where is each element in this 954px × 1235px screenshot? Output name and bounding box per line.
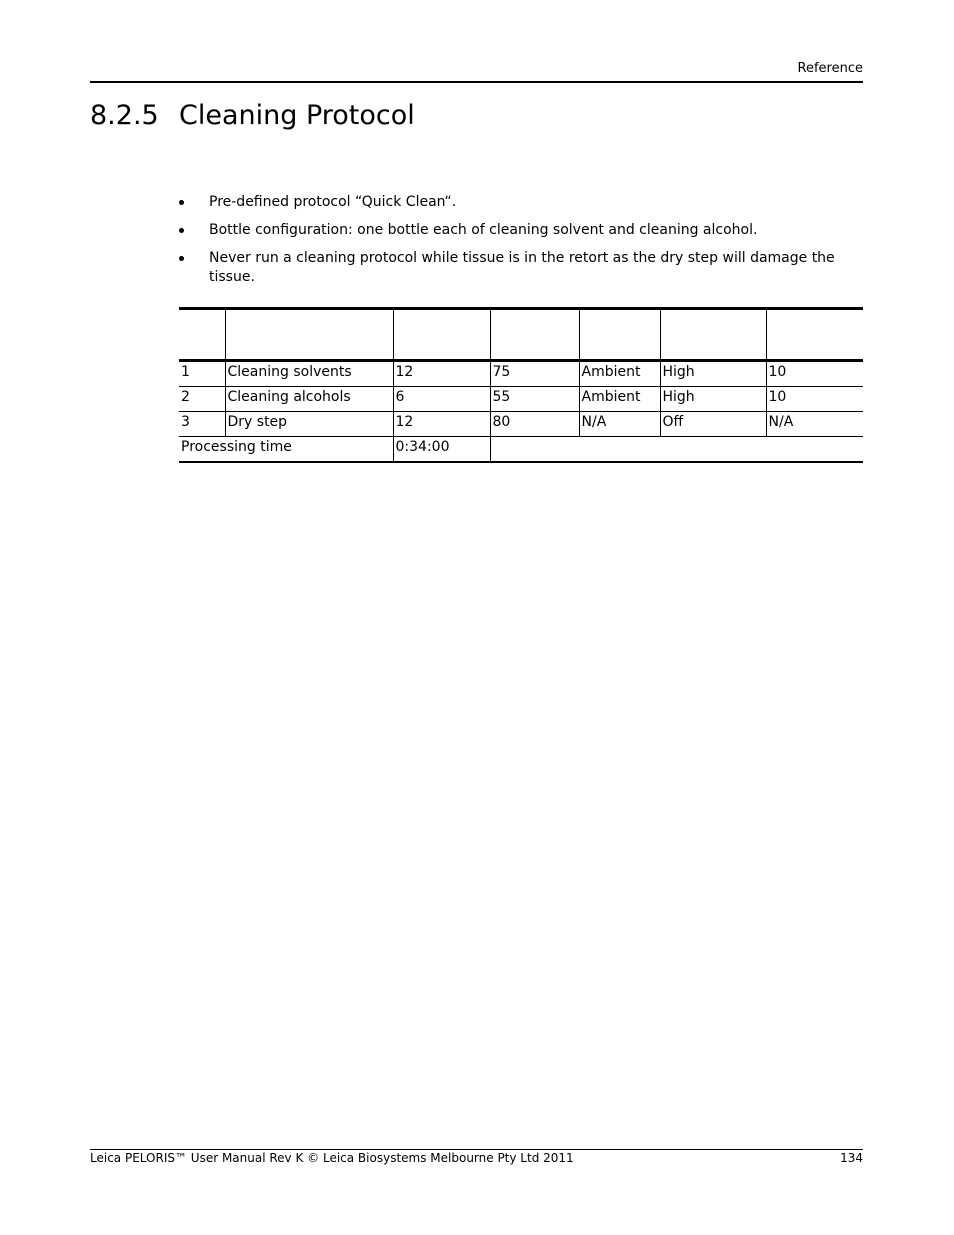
- table-cell: 3: [179, 412, 225, 437]
- column-header: [579, 309, 660, 361]
- table-header-row: [179, 309, 863, 361]
- page-number: 134: [840, 1151, 863, 1165]
- processing-time-row: [179, 437, 863, 463]
- table-cell: 12: [393, 412, 490, 437]
- section-number: 8.2.5: [90, 100, 159, 131]
- table-cell: 75: [490, 361, 579, 387]
- column-header: [660, 309, 766, 361]
- table-cell: Ambient: [579, 361, 660, 387]
- table-cell: 55: [490, 387, 579, 412]
- bullet-item: [179, 221, 839, 240]
- table-cell: High: [660, 387, 766, 412]
- bullet-list: [179, 193, 839, 296]
- table-cell-empty: [490, 437, 863, 463]
- table-cell: Dry step: [225, 412, 393, 437]
- table-cell: 10: [766, 361, 863, 387]
- table-cell: 1: [179, 361, 225, 387]
- column-header: [766, 309, 863, 361]
- bullet-text: Never run a cleaning protocol while tissue is in the retort as the dry step will damage the tissue.: [209, 250, 835, 285]
- table-cell: 80: [490, 412, 579, 437]
- table-cell: High: [660, 361, 766, 387]
- bullet-text: Pre-defined protocol “Quick Clean“.: [209, 194, 457, 210]
- cleaning-protocol-table: [179, 307, 863, 463]
- table-cell: N/A: [766, 412, 863, 437]
- section-title-text: Cleaning Protocol: [179, 100, 415, 131]
- table-cell: N/A: [579, 412, 660, 437]
- bullet-item: [179, 249, 839, 287]
- processing-time-label: Processing time: [179, 437, 393, 463]
- processing-time-value: 0:34:00: [393, 437, 490, 463]
- table-cell: Cleaning alcohols: [225, 387, 393, 412]
- bullet-dot-icon: [179, 200, 184, 205]
- table-cell: Cleaning solvents: [225, 361, 393, 387]
- header-rule: [90, 81, 863, 83]
- column-header: [225, 309, 393, 361]
- table-cell: 12: [393, 361, 490, 387]
- table-row: [179, 387, 863, 412]
- table-cell: Ambient: [579, 387, 660, 412]
- table-row: [179, 412, 863, 437]
- footer-rule: [90, 1149, 863, 1150]
- running-header: Reference: [797, 61, 863, 76]
- bullet-dot-icon: [179, 228, 184, 233]
- section-title: [90, 100, 415, 131]
- table-cell: 2: [179, 387, 225, 412]
- table-row: [179, 361, 863, 387]
- column-header: [490, 309, 579, 361]
- table-cell: 6: [393, 387, 490, 412]
- footer-copyright: Leica PELORIS™ User Manual Rev K © Leica Biosystems Melbourne Pty Ltd 2011: [90, 1151, 574, 1165]
- table-cell: Off: [660, 412, 766, 437]
- column-header: [179, 309, 225, 361]
- column-header: [393, 309, 490, 361]
- bullet-text: Bottle configuration: one bottle each of cleaning solvent and cleaning alcohol.: [209, 222, 758, 238]
- table-cell: 10: [766, 387, 863, 412]
- bullet-dot-icon: [179, 256, 184, 261]
- bullet-item: [179, 193, 839, 212]
